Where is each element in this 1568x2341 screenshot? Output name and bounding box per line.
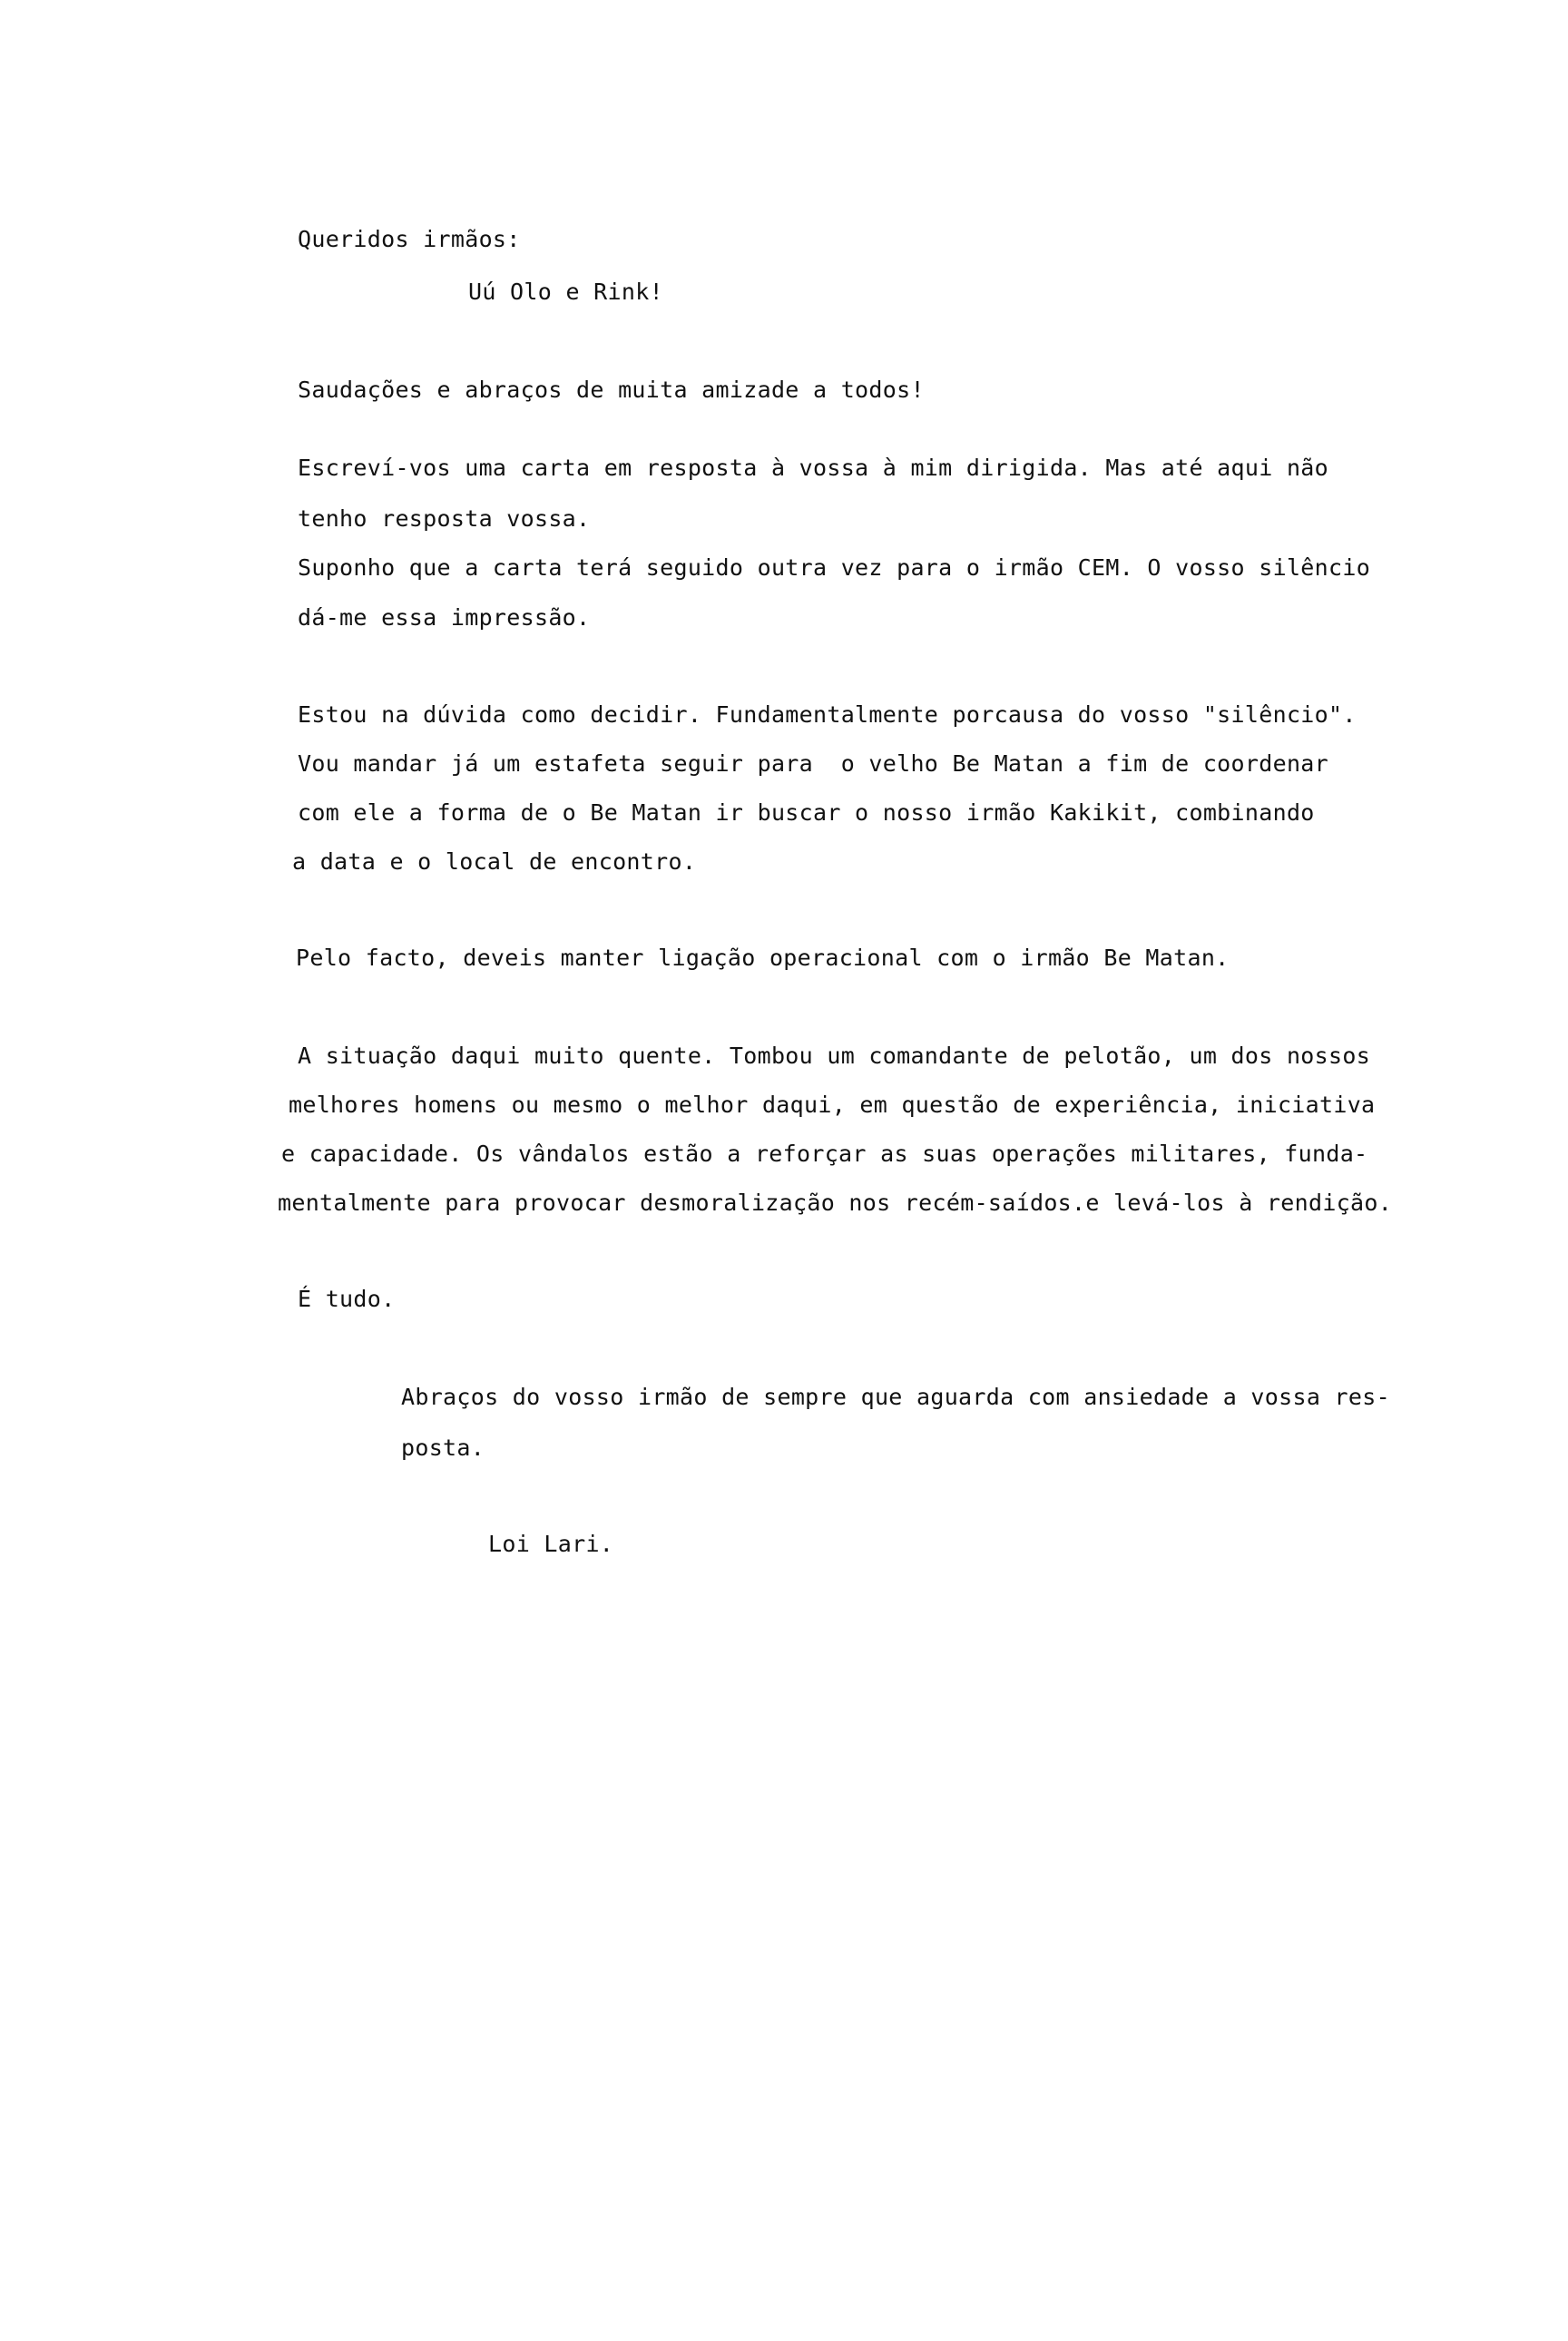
paragraph-line: Pelo facto, deveis manter ligação operacional com o irmão Be Matan. <box>296 945 1230 971</box>
addressees: Uú Olo e Rink! <box>468 279 663 305</box>
paragraph-line: Suponho que a carta terá seguido outra vez para o irmão CEM. O vosso silêncio <box>298 554 1371 581</box>
paragraph-line: melhores homens ou mesmo o melhor daqui, em questão de experiência, iniciativa <box>289 1092 1376 1118</box>
paragraph-line: dá-me essa impressão. <box>298 604 591 631</box>
greeting: Saudações e abraços de muita amizade a todos! <box>298 377 925 403</box>
paragraph-line: Estou na dúvida como decidir. Fundamentalmente porcausa do vosso "silêncio". <box>298 701 1357 728</box>
paragraph-line: Vou mandar já um estafeta seguir para o velho Be Matan a fim de coordenar <box>298 750 1328 777</box>
paragraph-line: e capacidade. Os vândalos estão a reforçar as suas operações militares, funda- <box>281 1141 1368 1167</box>
closing-line: posta. <box>401 1435 485 1461</box>
salutation: Queridos irmãos: <box>298 226 521 252</box>
closing-line: Abraços do vosso irmão de sempre que aguarda com ansiedade a vossa res- <box>401 1384 1390 1410</box>
paragraph-line: Escreví-vos uma carta em resposta à vossa à mim dirigida. Mas até aqui não <box>298 455 1328 481</box>
paragraph-line: com ele a forma de o Be Matan ir buscar o nosso irmão Kakikit, combinando <box>298 799 1315 826</box>
paragraph-line: mentalmente para provocar desmoralização nos recém-saídos.e levá-los à rendição. <box>278 1190 1393 1216</box>
paragraph-line: É tudo. <box>298 1286 396 1312</box>
paragraph-line: A situação daqui muito quente. Tombou um comandante de pelotão, um dos nossos <box>298 1043 1371 1069</box>
paragraph-line: tenho resposta vossa. <box>298 505 591 532</box>
paragraph-line: a data e o local de encontro. <box>292 848 697 875</box>
signature: Loi Lari. <box>488 1531 614 1557</box>
